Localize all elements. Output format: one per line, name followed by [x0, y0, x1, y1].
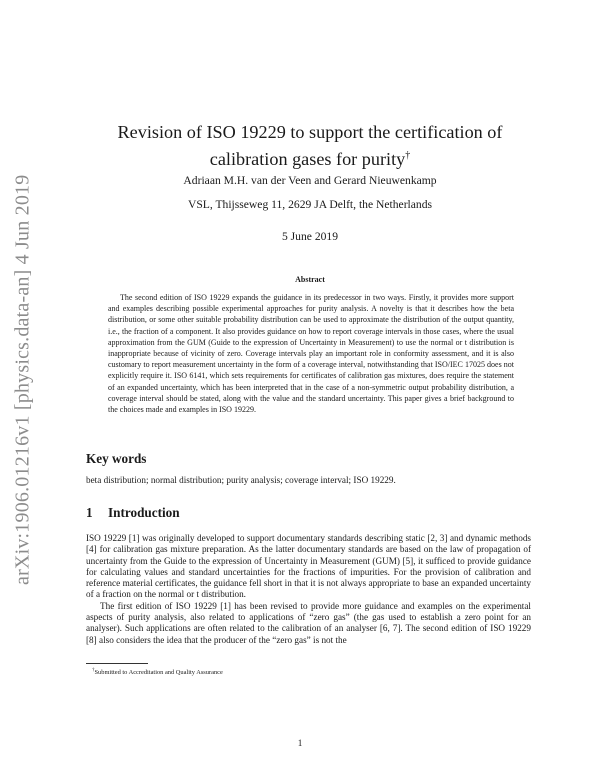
- authors: Adriaan M.H. van der Veen and Gerard Nieuwenkamp: [183, 174, 437, 187]
- footnote-mark: †: [92, 668, 95, 673]
- title-text: Revision of ISO 19229 to support the certification of calibration gases for purity: [117, 122, 503, 170]
- affiliation: VSL, Thijsseweg 11, 2629 JA Delft, the Netherlands: [187, 198, 433, 211]
- arxiv-identifier: arXiv:1906.01216v1 [physics.data-an] 4 Jun 2019: [11, 174, 34, 586]
- footnote: [92, 668, 223, 676]
- title-footnote-mark: †: [405, 150, 411, 161]
- keywords-heading: Key words: [86, 451, 147, 466]
- footnote-text: Submitted to Accreditation and Quality Assurance: [94, 669, 223, 677]
- abstract-heading: Abstract: [295, 275, 325, 284]
- introduction-body: [86, 533, 531, 646]
- date: 5 June 2019: [281, 230, 339, 243]
- intro-paragraph: The first edition of ISO 19229 [1] has been revised to provide more guidance and examples on the experimental aspects of purity analysis, also related to applications of “zero gas” (the gas used to establish a zero point for an analyser). Such applications are often related to the calibration of an analyser [6, 7]. The second edition of ISO 19229 [8] also considers the idea that the producer of the “zero gas” is not the: [86, 600, 531, 645]
- intro-paragraph: ISO 19229 [1] was originally developed to support documentary standards describing static [2, 3] and dynamic methods [4] for calibration gas mixture preparation. As the latter documentary standards are based on the law of propagation of uncertainty from the Guide to the expression of Uncertainty in Measurement (GUM) [5], it sufficed to provide guidance for calculating values and standard uncertainties for the fractions of impurities. For the provision of calibration and reference material certificates, the guidance fell short in that it is not always appropriate to base an expanded uncertainty of a fraction on the normal or t distribution.: [86, 533, 531, 600]
- introduction-heading: [86, 505, 180, 521]
- footnote-rule: [86, 663, 148, 664]
- keywords-text: beta distribution; normal distribution; purity analysis; coverage interval; ISO 19229.: [86, 475, 396, 485]
- section-number: 1: [86, 505, 93, 520]
- page-number: 1: [297, 738, 303, 748]
- section-title: Introduction: [108, 505, 180, 520]
- paper-title: [90, 121, 530, 171]
- abstract-text: The second edition of ISO 19229 expands the guidance in its predecessor in two ways. Firstly, it provides more support and examples describing possible experimental approaches for purity analysis. A novelty is that it describes how the beta distribution, or some other suitable probability distribution can be used to approximate the distribution of the output quantity, i.e., the fraction of a component. It also provides guidance on how to report coverage intervals in those cases, where the usual approximation from the GUM (Guide to the expression of Uncertainty in Measurement) to use the normal or t distribution is inappropriate because of vicinity of zero. Coverage intervals play an important role in conformity assessment, and it is also customary to report measurement uncertainty in the form of a coverage interval, notwithstanding that ISO/IEC 17025 does not explicitly require it. ISO 6141, which sets requirements for certificates of calibration gas mixtures, does require the statement of an expanded uncertainty, which has been interpreted that in the case of a non-symmetric output probability distribution, a coverage interval should be stated, along with the value and the standard uncertainty. This paper gives a brief background to the choices made and examples in ISO 19229.: [108, 293, 514, 415]
